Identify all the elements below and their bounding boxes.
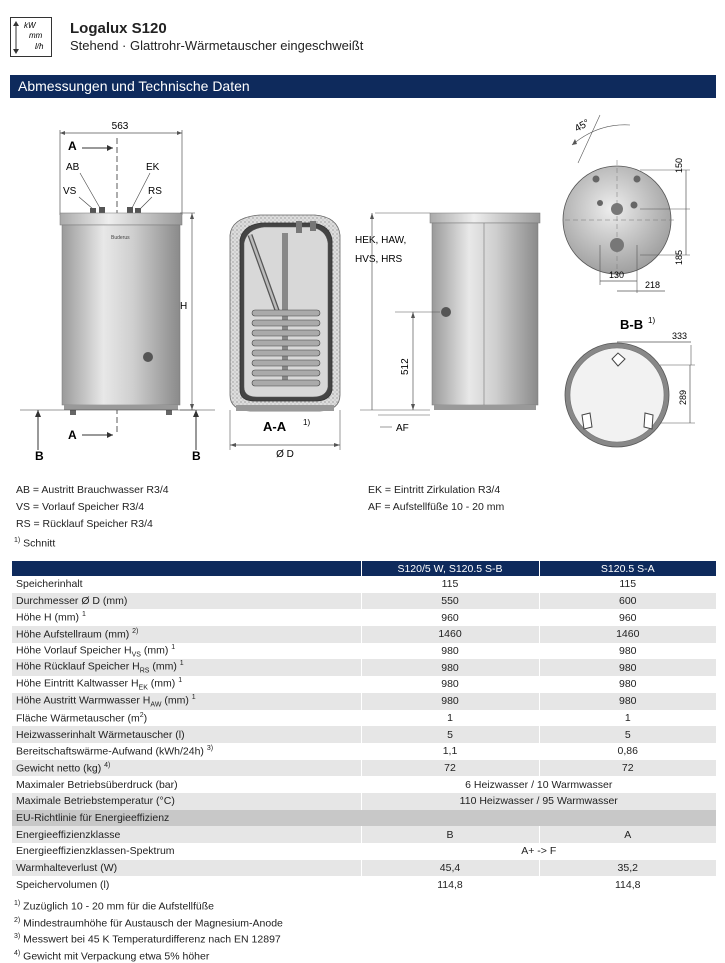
schnitt-note <box>14 537 55 550</box>
row-label-tail: (mm) <box>141 644 168 656</box>
row-value-merged: A+ -> F <box>361 843 716 860</box>
table-row <box>12 843 716 860</box>
row-label-sup: 3) <box>207 745 213 752</box>
row-label-text: Höhe Austritt Warmwasser H <box>16 694 150 706</box>
technical-drawing <box>0 105 725 465</box>
row-label-sub: EK <box>139 685 148 692</box>
label-hvs-hrs: HVS, HRS <box>355 254 403 265</box>
row-label <box>12 826 361 843</box>
row-label-sub: AW <box>150 701 161 708</box>
table-row <box>12 710 716 727</box>
row-value-col2: 1460 <box>539 626 716 643</box>
section-banner: Abmessungen und Technische Daten <box>10 75 716 98</box>
row-label-sup: 1 <box>178 677 182 684</box>
row-label-text: Heizwasserinhalt Wärmetauscher (l) <box>16 729 185 741</box>
row-label-text: Höhe Aufstellraum (mm) <box>16 629 129 641</box>
row-label-text: Fläche Wärmetauscher (m <box>16 712 140 724</box>
row-label-sup: 4) <box>104 762 110 769</box>
legend-ek: EK = Eintritt Zirkulation R3/4 <box>368 482 504 499</box>
row-value-col1: 114,8 <box>361 876 539 893</box>
row-label <box>12 843 361 860</box>
row-value-col1: 980 <box>361 676 539 693</box>
legend-af: AF = Aufstellfüße 10 - 20 mm <box>368 499 504 516</box>
row-value-merged: 6 Heizwasser / 10 Warmwasser <box>361 776 716 793</box>
row-label-tail: (mm) <box>161 694 188 706</box>
label-af: AF <box>396 423 409 434</box>
table-row <box>12 676 716 693</box>
row-label-tail: (mm) <box>148 678 175 690</box>
label-a-bottom: A <box>68 428 77 442</box>
table-row <box>12 693 716 710</box>
front-view <box>20 121 215 463</box>
table-row <box>12 860 716 877</box>
row-label-sup: 1 <box>82 611 86 618</box>
dim-height: H <box>180 301 187 312</box>
table-row <box>12 609 716 626</box>
footnote-3-text: Messwert bei 45 K Temperaturdifferenz nach EN 12897 <box>23 934 281 946</box>
row-label <box>12 876 361 893</box>
footnote-2-text: Mindestraumhöhe für Austausch der Magnesium-Anode <box>23 917 283 929</box>
row-value-col1: 1 <box>361 710 539 727</box>
label-b-right: B <box>192 449 201 463</box>
schnitt-text: Schnitt <box>23 538 55 550</box>
logo-unit-lh: l/h <box>35 42 44 51</box>
section-bb-sup: 1) <box>648 316 655 325</box>
footnote-3 <box>14 930 283 947</box>
row-value-col2: A <box>539 826 716 843</box>
row-label-sup: 1 <box>180 660 184 667</box>
row-label <box>12 659 361 676</box>
row-value-col1: B <box>361 826 539 843</box>
row-label <box>12 609 361 626</box>
row-label <box>12 810 716 827</box>
dim-185: 185 <box>674 250 684 265</box>
schnitt-sup: 1) <box>14 537 20 544</box>
row-value-col2: 980 <box>539 693 716 710</box>
row-label-tail: (mm) <box>149 661 176 673</box>
row-label <box>12 643 361 660</box>
logo-unit-mm: mm <box>29 31 43 40</box>
row-label <box>12 860 361 877</box>
footnote-4 <box>14 947 283 963</box>
footnote-4-sup: 4) <box>14 950 20 957</box>
row-label <box>12 676 361 693</box>
footnote-1-text: Zuzüglich 10 - 20 mm für die Aufstellfüße <box>23 901 214 913</box>
label-a-top: A <box>68 139 77 153</box>
table-header-row <box>12 561 716 576</box>
row-label-sub: VS <box>132 651 141 658</box>
dim-130: 130 <box>609 270 624 280</box>
legend-vs: VS = Vorlauf Speicher R3/4 <box>16 499 169 516</box>
units-logo-graphic <box>11 18 53 58</box>
table-row <box>12 626 716 643</box>
dim-angle: 45° <box>573 118 592 135</box>
footnote-2-sup: 2) <box>14 917 20 924</box>
dim-width: 563 <box>112 121 129 132</box>
label-ab: AB <box>66 162 80 173</box>
row-value-merged: 110 Heizwasser / 95 Warmwasser <box>361 793 716 810</box>
row-value-col1: 980 <box>361 659 539 676</box>
dim-333: 333 <box>672 331 687 341</box>
row-value-col1: 115 <box>361 576 539 593</box>
footnote-4-text: Gewicht mit Verpackung etwa 5% höher <box>23 950 209 962</box>
footnote-2 <box>14 914 283 931</box>
row-label-text: Höhe H (mm) <box>16 612 79 624</box>
label-rs: RS <box>148 186 162 197</box>
table-row <box>12 643 716 660</box>
row-value-col1: 980 <box>361 643 539 660</box>
row-label <box>12 593 361 610</box>
row-label <box>12 693 361 710</box>
row-value-col1: 1,1 <box>361 743 539 760</box>
footnotes <box>14 897 283 963</box>
row-label <box>12 776 361 793</box>
legend-left <box>16 482 169 533</box>
dim-512: 512 <box>400 358 411 375</box>
section-bb-title: B-B <box>620 317 643 332</box>
row-label-sup: 2 <box>140 712 144 719</box>
row-label-text: Speichervolumen (l) <box>16 879 109 891</box>
legend-rs: RS = Rücklauf Speicher R3/4 <box>16 516 169 533</box>
row-label <box>12 726 361 743</box>
row-label-sup: 1 <box>192 694 196 701</box>
table-row <box>12 810 716 827</box>
section-aa-title: A-A <box>263 419 287 434</box>
row-value-col2: 980 <box>539 643 716 660</box>
legend-right <box>368 482 504 516</box>
table-body <box>12 576 716 893</box>
row-value-col1: 960 <box>361 609 539 626</box>
dim-od: Ø D <box>276 449 294 460</box>
row-label-tail: (kg) <box>80 762 101 774</box>
page-title: Logalux S120 <box>70 20 167 37</box>
dim-289: 289 <box>678 390 688 405</box>
row-label <box>12 710 361 727</box>
row-label-text: Höhe Eintritt Kaltwasser H <box>16 678 139 690</box>
footnote-1-sup: 1) <box>14 900 20 907</box>
row-label-text: Maximaler Betriebsüberdruck (bar) <box>16 779 178 791</box>
table-header-label <box>12 561 361 576</box>
row-label-text: Speicherinhalt <box>16 578 83 590</box>
footnote-1 <box>14 897 283 914</box>
row-value-col1: 5 <box>361 726 539 743</box>
row-label <box>12 576 361 593</box>
label-b-left: B <box>35 449 44 463</box>
row-label-tail: ) <box>144 712 148 724</box>
table-row <box>12 743 716 760</box>
section-aa-sup: 1) <box>303 418 310 427</box>
dim-150: 150 <box>674 158 684 173</box>
table-row <box>12 760 716 777</box>
row-label-text: Durchmesser Ø D (mm) <box>16 595 127 607</box>
row-value-col1: 1460 <box>361 626 539 643</box>
row-value-col2: 35,2 <box>539 860 716 877</box>
label-vs: VS <box>63 186 77 197</box>
logo-unit-kw: kW <box>24 21 37 30</box>
row-label <box>12 760 361 777</box>
section-a-a-view <box>230 215 340 460</box>
row-label-text: Energieeffizienzklassen-Spektrum <box>16 845 175 857</box>
row-label-sup: 2) <box>132 628 138 635</box>
units-logo <box>10 17 52 57</box>
label-ek: EK <box>146 162 160 173</box>
row-label-text: Bereitschaftswärme-Aufwand <box>16 745 153 757</box>
row-value-col2: 115 <box>539 576 716 593</box>
row-label-tail: (kWh/24h) <box>153 745 204 757</box>
row-label-text: EU-Richtlinie für Energieeffizienz <box>16 812 169 824</box>
row-value-col2: 600 <box>539 593 716 610</box>
row-label-text: Höhe Vorlauf Speicher H <box>16 644 132 656</box>
row-label-sup: 1 <box>171 644 175 651</box>
spec-table <box>12 561 716 893</box>
row-value-col2: 72 <box>539 760 716 777</box>
row-label-text: Höhe Rücklauf Speicher H <box>16 661 140 673</box>
row-label-text: Gewicht netto <box>16 762 80 774</box>
row-value-col2: 0,86 <box>539 743 716 760</box>
row-value-col2: 980 <box>539 676 716 693</box>
row-value-col2: 114,8 <box>539 876 716 893</box>
footnote-3-sup: 3) <box>14 933 20 940</box>
table-row <box>12 593 716 610</box>
table-row <box>12 793 716 810</box>
row-label-text: Energieeffizienzklasse <box>16 829 120 841</box>
row-value-col1: 72 <box>361 760 539 777</box>
row-label-text: Maximale Betriebstemperatur (°C) <box>16 795 175 807</box>
table-row <box>12 876 716 893</box>
row-label <box>12 626 361 643</box>
table-row <box>12 659 716 676</box>
row-value-col1: 550 <box>361 593 539 610</box>
legend-ab: AB = Austritt Brauchwasser R3/4 <box>16 482 169 499</box>
row-value-col1: 980 <box>361 693 539 710</box>
table-header-s120-5sa: S120.5 S-A <box>539 561 716 576</box>
table-row <box>12 776 716 793</box>
table-header-s120-5w: S120/5 W, S120.5 S-B <box>361 561 539 576</box>
row-value-col2: 960 <box>539 609 716 626</box>
row-label <box>12 743 361 760</box>
label-hek-haw: HEK, HAW, <box>355 235 406 246</box>
table-row <box>12 826 716 843</box>
row-label-sub: RS <box>140 668 150 675</box>
brand-mark-front: Buderus <box>111 235 130 241</box>
table-row <box>12 576 716 593</box>
page-subtitle: Stehend · Glattrohr-Wärmetauscher eingeschweißt <box>70 38 363 53</box>
row-value-col1: 45,4 <box>361 860 539 877</box>
top-view <box>563 115 690 293</box>
row-value-col2: 1 <box>539 710 716 727</box>
side-view <box>355 213 540 434</box>
row-label <box>12 793 361 810</box>
row-value-col2: 980 <box>539 659 716 676</box>
table-row <box>12 726 716 743</box>
dim-218: 218 <box>645 280 660 290</box>
section-b-b-view <box>565 316 695 447</box>
row-label-text: Warmhalteverlust (W) <box>16 862 117 874</box>
row-value-col2: 5 <box>539 726 716 743</box>
